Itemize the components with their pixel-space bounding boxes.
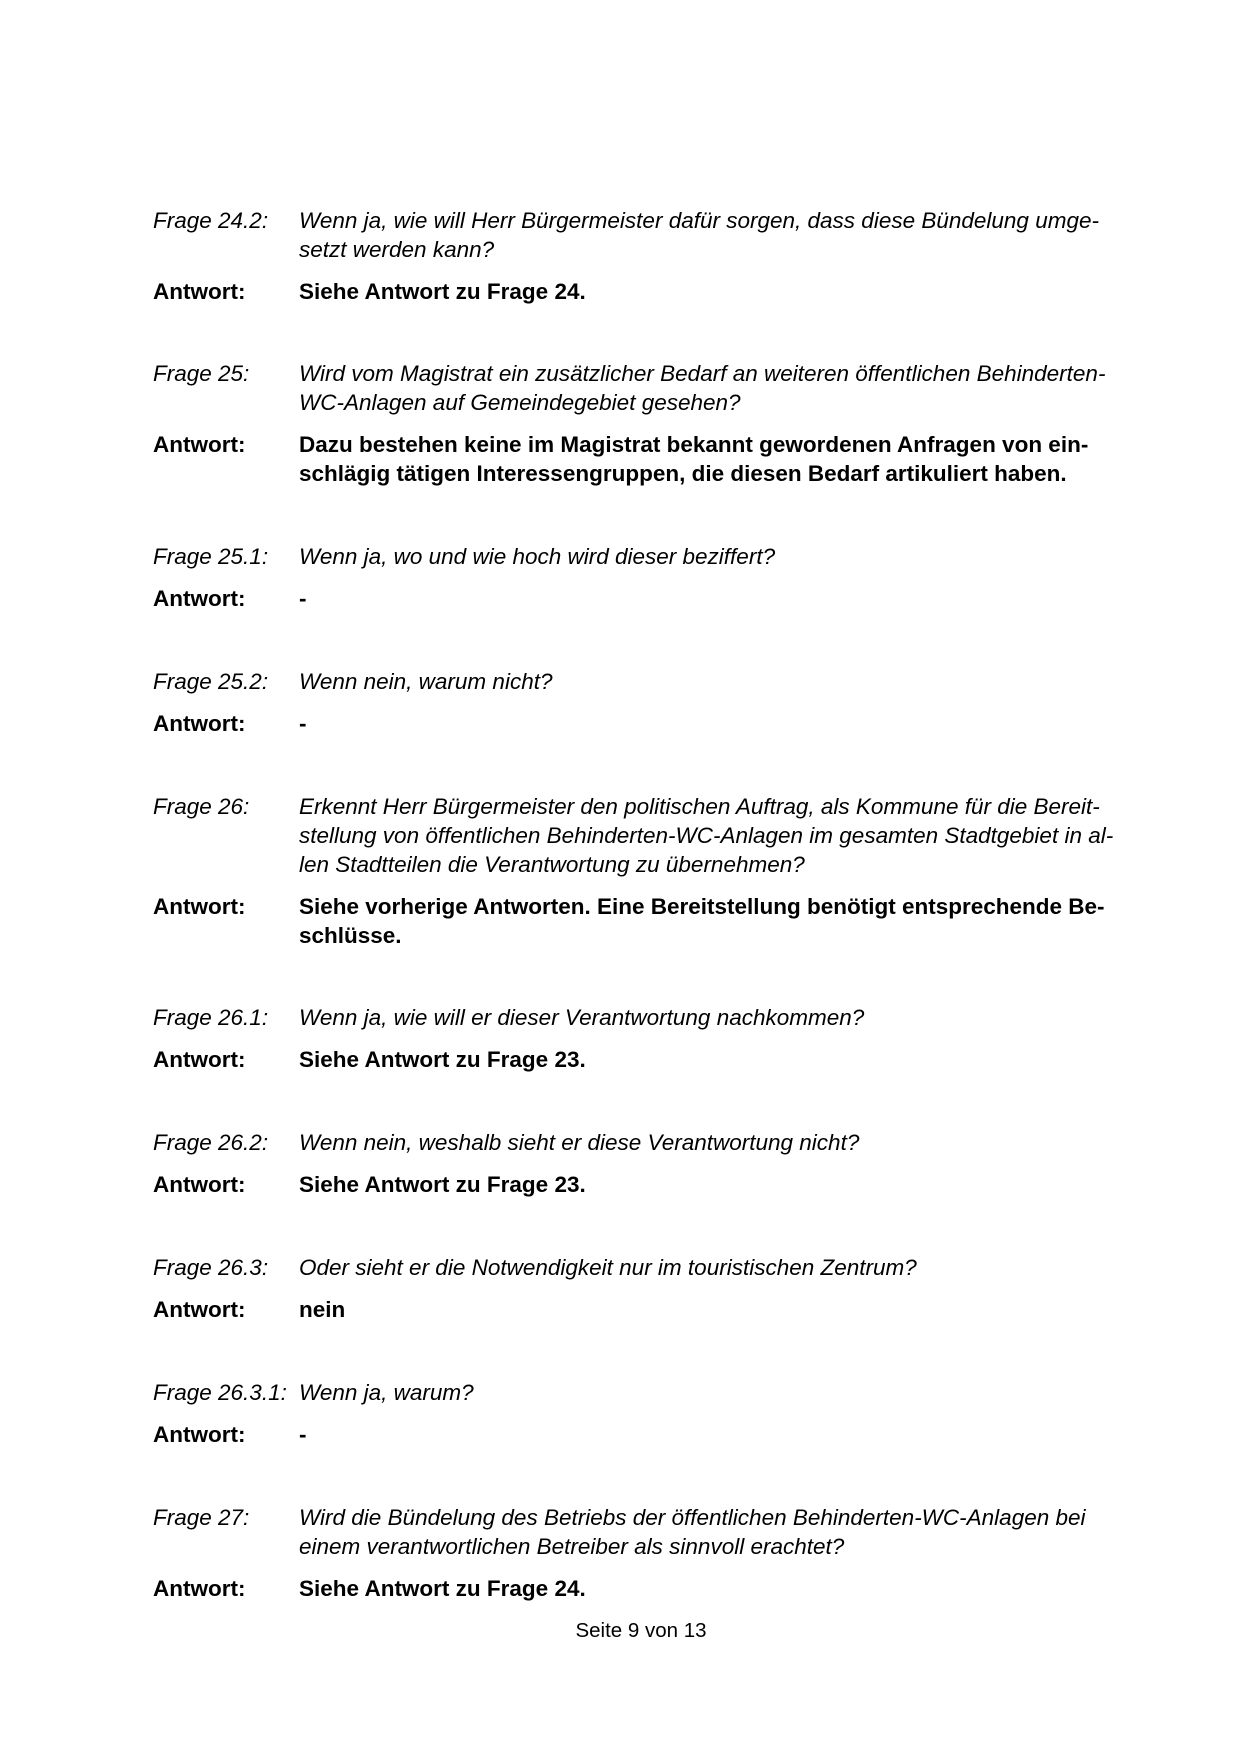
answer-text xyxy=(299,1574,1133,1603)
answer-label: Antwort: xyxy=(153,894,246,919)
question-label: Frage 26.1: xyxy=(153,1005,269,1030)
answer-label: Antwort: xyxy=(153,1172,246,1197)
text-line: Siehe Antwort zu Frage 24. xyxy=(299,1576,586,1601)
answer-24-2 xyxy=(153,277,1133,306)
answer-26 xyxy=(153,892,1133,950)
text-line: Oder sieht er die Notwendigkeit nur im touristischen Zentrum? xyxy=(299,1255,917,1280)
answer-label: Antwort: xyxy=(153,279,246,304)
question-24-2 xyxy=(153,206,1133,264)
question-label: Frage 26.3: xyxy=(153,1255,269,1280)
text-line: Wenn ja, warum? xyxy=(299,1380,474,1405)
text-line: einem verantwortlichen Betreiber als sinnvoll erachtet? xyxy=(299,1534,845,1559)
answer-26-3 xyxy=(153,1295,1133,1324)
question-text xyxy=(299,792,1133,879)
answer-text xyxy=(299,1420,1133,1449)
question-label: Frage 27: xyxy=(153,1505,250,1530)
text-line: Wenn ja, wo und wie hoch wird dieser beziffert? xyxy=(299,544,776,569)
answer-26-2 xyxy=(153,1170,1133,1199)
question-25 xyxy=(153,359,1133,417)
question-text xyxy=(299,667,1133,696)
question-text xyxy=(299,206,1133,264)
text-line: Wird vom Magistrat ein zusätzlicher Bedarf an weiteren öffentlichen Behinderten- xyxy=(299,361,1106,386)
question-text xyxy=(299,1503,1133,1561)
question-label: Frage 26.2: xyxy=(153,1130,269,1155)
question-27 xyxy=(153,1503,1133,1561)
answer-label: Antwort: xyxy=(153,1047,246,1072)
text-line: Siehe Antwort zu Frage 24. xyxy=(299,279,586,304)
question-label: Frage 25: xyxy=(153,361,250,386)
text-line: nein xyxy=(299,1297,346,1322)
question-text xyxy=(299,1128,1133,1157)
answer-25 xyxy=(153,430,1133,488)
question-text xyxy=(299,359,1133,417)
answer-text xyxy=(299,892,1133,950)
text-line: - xyxy=(299,1422,307,1447)
question-text xyxy=(299,1003,1133,1032)
answer-label: Antwort: xyxy=(153,432,246,457)
answer-label: Antwort: xyxy=(153,1297,246,1322)
text-line: Erkennt Herr Bürgermeister den politischen Auftrag, als Kommune für die Bereit- xyxy=(299,794,1100,819)
text-line: - xyxy=(299,711,307,736)
question-26-2 xyxy=(153,1128,1133,1157)
text-line: WC-Anlagen auf Gemeindegebiet gesehen? xyxy=(299,390,741,415)
answer-label: Antwort: xyxy=(153,1422,246,1447)
question-text xyxy=(299,542,1133,571)
text-line: - xyxy=(299,586,307,611)
answer-label: Antwort: xyxy=(153,711,246,736)
text-line: Dazu bestehen keine im Magistrat bekannt gewordenen Anfragen von ein- xyxy=(299,432,1089,457)
answer-25-2 xyxy=(153,709,1133,738)
answer-25-1 xyxy=(153,584,1133,613)
answer-label: Antwort: xyxy=(153,586,246,611)
text-line: Wenn nein, weshalb sieht er diese Verantwortung nicht? xyxy=(299,1130,860,1155)
answer-26-1 xyxy=(153,1045,1133,1074)
question-26-3 xyxy=(153,1253,1133,1282)
question-26-3-1 xyxy=(153,1378,1133,1407)
question-label: Frage 24.2: xyxy=(153,208,269,233)
text-line: Wenn nein, warum nicht? xyxy=(299,669,553,694)
question-26 xyxy=(153,792,1133,879)
text-line: setzt werden kann? xyxy=(299,237,495,262)
text-line: len Stadtteilen die Verantwortung zu übernehmen? xyxy=(299,852,805,877)
question-label: Frage 26.3.1: xyxy=(153,1380,287,1405)
question-25-2 xyxy=(153,667,1133,696)
answer-text xyxy=(299,1045,1133,1074)
answer-text xyxy=(299,1170,1133,1199)
answer-text xyxy=(299,277,1133,306)
text-line: Wird die Bündelung des Betriebs der öffentlichen Behinderten-WC-Anlagen bei xyxy=(299,1505,1086,1530)
answer-text xyxy=(299,709,1133,738)
page-number: Seite 9 von 13 xyxy=(575,1619,707,1642)
answer-text xyxy=(299,584,1133,613)
text-line: schlüsse. xyxy=(299,923,402,948)
answer-label: Antwort: xyxy=(153,1576,246,1601)
text-line: Siehe Antwort zu Frage 23. xyxy=(299,1172,586,1197)
text-line: Wenn ja, wie will er dieser Verantwortung nachkommen? xyxy=(299,1005,865,1030)
text-line: stellung von öffentlichen Behinderten-WC-Anlagen im gesamten Stadtgebiet in al- xyxy=(299,823,1114,848)
answer-text xyxy=(299,1295,1133,1324)
question-text xyxy=(299,1253,1133,1282)
answer-26-3-1 xyxy=(153,1420,1133,1449)
question-label: Frage 26: xyxy=(153,794,250,819)
question-label: Frage 25.2: xyxy=(153,669,269,694)
answer-text xyxy=(299,430,1133,488)
text-line: Siehe vorherige Antworten. Eine Bereitstellung benötigt entsprechende Be- xyxy=(299,894,1105,919)
question-25-1 xyxy=(153,542,1133,571)
text-line: schlägig tätigen Interessengruppen, die diesen Bedarf artikuliert haben. xyxy=(299,461,1067,486)
question-label: Frage 25.1: xyxy=(153,544,269,569)
text-line: Wenn ja, wie will Herr Bürgermeister dafür sorgen, dass diese Bündelung umge- xyxy=(299,208,1099,233)
question-26-1 xyxy=(153,1003,1133,1032)
text-line: Siehe Antwort zu Frage 23. xyxy=(299,1047,586,1072)
answer-27 xyxy=(153,1574,1133,1603)
question-text xyxy=(299,1378,1133,1407)
